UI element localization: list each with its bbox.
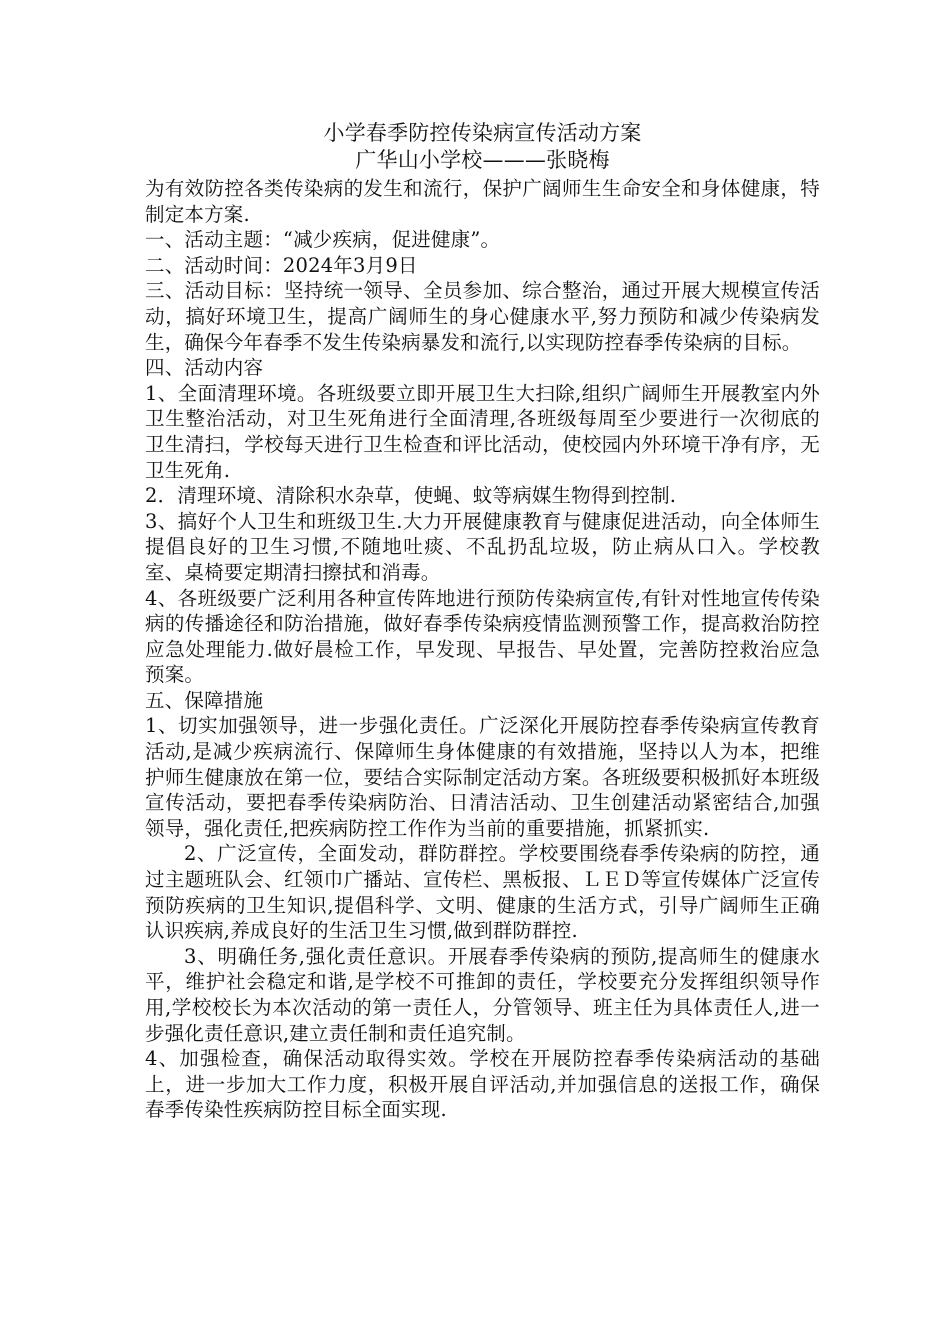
- paragraph: 三、活动目标：坚持统一领导、全员参加、综合整治，通过开展大规模宣传活动，搞好环境卫生，提高广阔师生的身心健康水平,努力预防和减少传染病发生，确保今年春季不发生传染病暴发和流行,以实现防控春季传染病的目标。: [145, 279, 820, 354]
- paragraph: 1、切实加强领导，进一步强化责任。广泛深化开展防控春季传染病宣传教育活动,是减少疾病流行、保障师生身体健康的有效措施，坚持以人为本，把维护师生健康放在第一位，要结合实际制定活动方案。各班级要积极抓好本班级宣传活动，要把春季传染病防治、日清洁活动、卫生创建活动紧密结合,加强领导，强化责任,把疾病防控工作作为当前的重要措施，抓紧抓实.: [145, 714, 820, 840]
- document-body: [145, 176, 820, 1123]
- document-title: 小学春季防控传染病宣传活动方案: [323, 121, 642, 145]
- document-page: [145, 120, 820, 1123]
- paragraph: 4、加强检查，确保活动取得实效。学校在开展防控春季传染病活动的基础上，进一步加大工作力度，积极开展自评活动,并加强信息的送报工作，确保春季传染性疾病防控目标全面实现.: [145, 1047, 820, 1122]
- paragraph: 为有效防控各类传染病的发生和流行，保护广阔师生生命安全和身体健康，特制定本方案.: [145, 177, 820, 226]
- paragraph: 二、活动时间：2024年3月9日: [145, 253, 418, 277]
- document-author: 广华山小学校———张晓梅: [355, 148, 610, 172]
- paragraph: 2．清理环境、清除积水杂草，使蝇、蚊等病媒生物得到控制.: [145, 484, 677, 508]
- paragraph: 四、活动内容: [145, 356, 264, 380]
- paragraph: 一、活动主题：“减少疾病，促进健康”。: [145, 228, 501, 252]
- paragraph: 4、各班级要广泛利用各种宣传阵地进行预防传染病宣传,有针对性地宣传传染病的传播途径和防治措施，做好春季传染病疫情监测预警工作，提高救治防控应急处理能力.做好晨检工作，早发现、早报告、早处置，完善防控救治应急预案。: [145, 586, 820, 687]
- paragraph: 2、广泛宣传，全面发动，群防群控。学校要围绕春季传染病的防控，通过主题班队会、红领巾广播站、宣传栏、黑板报、ＬＥＤ等宣传媒体广泛宣传预防疾病的卫生知识,提倡科学、文明、健康的生活方式，引导广阔师生正确认识疾病,养成良好的生活卫生习惯,做到群防群控.: [145, 842, 820, 943]
- paragraph: 3、明确任务,强化责任意识。开展春季传染病的预防,提高师生的健康水平，维护社会稳定和谐,是学校不可推卸的责任，学校要充分发挥组织领导作用,学校校长为本次活动的第一责任人，分管领导、班主任为具体责任人,进一步强化责任意识,建立责任制和责任追究制。: [145, 944, 820, 1045]
- paragraph: 1、全面清理环境。各班级要立即开展卫生大扫除,组织广阔师生开展教室内外卫生整治活动，对卫生死角进行全面清理,各班级每周至少要进行一次彻底的卫生清扫，学校每天进行卫生检查和评比活动，使校园内外环境干净有序，无卫生死角.: [145, 381, 820, 482]
- paragraph: 3、搞好个人卫生和班级卫生.大力开展健康教育与健康促进活动，向全体师生提倡良好的卫生习惯,不随地吐痰、不乱扔乱垃圾，防止病从口入。学校教室、桌椅要定期清扫擦拭和消毒。: [145, 509, 820, 584]
- paragraph: 五、保障措施: [145, 688, 264, 712]
